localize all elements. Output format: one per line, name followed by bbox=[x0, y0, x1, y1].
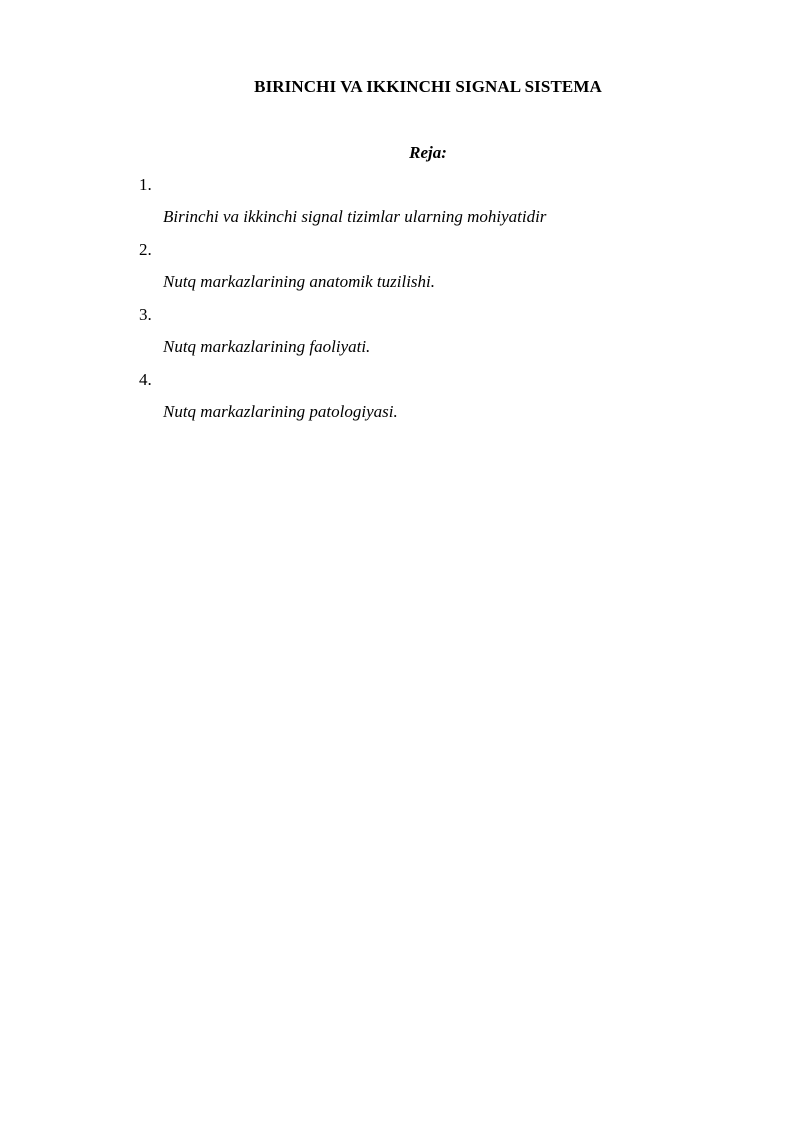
plan-heading: Reja: bbox=[409, 143, 447, 162]
plan-item-text: Nutq markazlarining anatomik tuzilishi. bbox=[163, 272, 436, 291]
document-title: BIRINCHI VA IKKINCHI SIGNAL SISTEMA bbox=[254, 77, 602, 96]
plan-item-number: 1. bbox=[139, 175, 152, 194]
plan-item-number: 2. bbox=[139, 240, 152, 259]
plan-item-text: Birinchi va ikkinchi signal tizimlar ularning mohiyatidir bbox=[163, 207, 547, 226]
plan-item-text: Nutq markazlarining patologiyasi. bbox=[163, 402, 398, 421]
plan-item-number: 4. bbox=[139, 370, 152, 389]
plan-item-number: 3. bbox=[139, 305, 152, 324]
plan-item-text: Nutq markazlarining faoliyati. bbox=[163, 337, 371, 356]
